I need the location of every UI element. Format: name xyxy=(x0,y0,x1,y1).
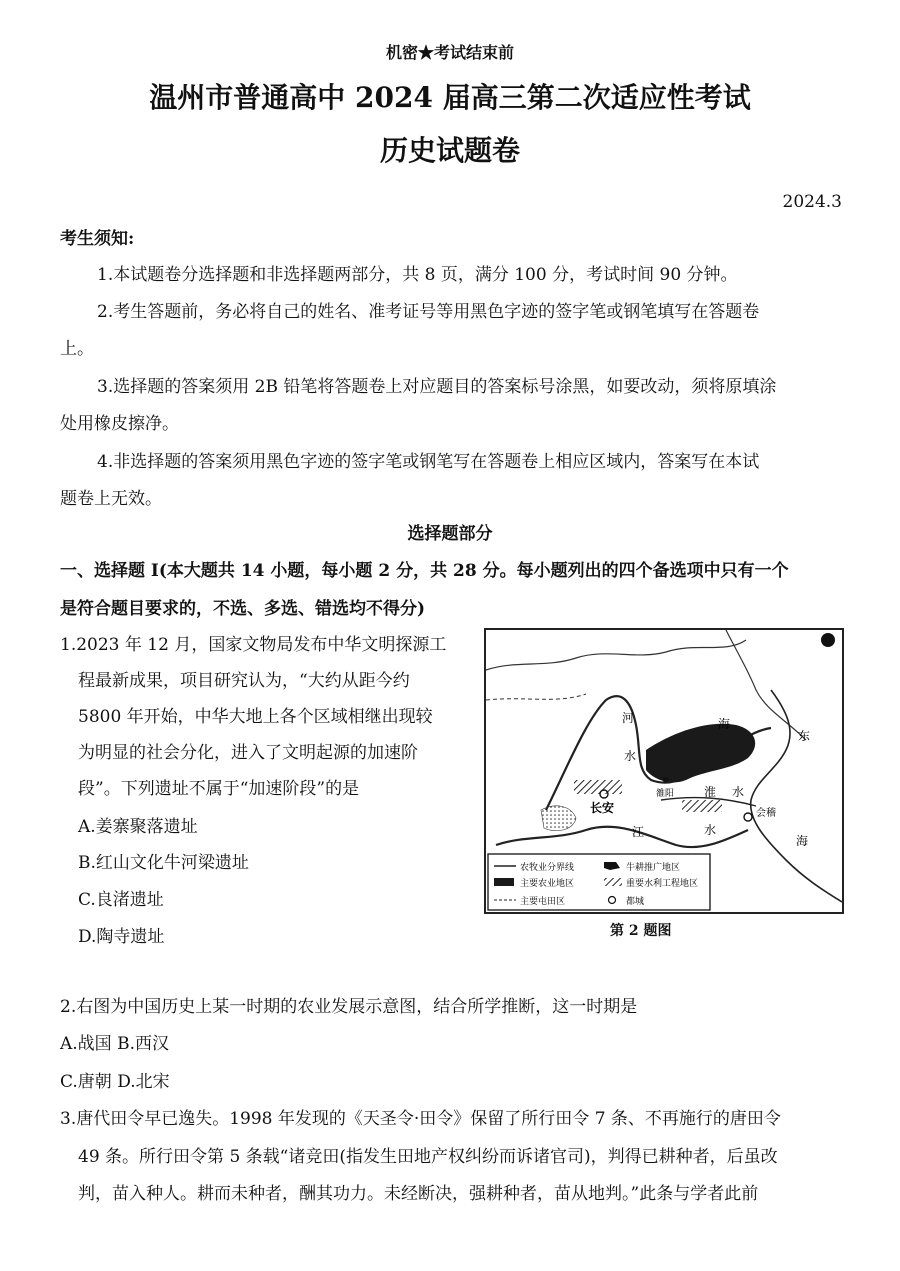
map-label-changan: 长安 xyxy=(590,801,615,815)
confidential-mark: 机密★考试结束前 xyxy=(385,43,514,62)
part1-heading-line2: 是符合题目要求的，不选、多选、错选均不得分) xyxy=(60,599,426,619)
q1-option-a: A.姜寨聚落遗址 xyxy=(78,817,198,837)
map-label-shui3: 水 xyxy=(704,823,717,837)
q3-line-2: 49 条。所行田令第 5 条载“诸竞田(指发生田地产权纠纷而诉诸官司)，判得已耕种者，后虽改 xyxy=(78,1147,778,1167)
map-label-shui: 水 xyxy=(624,749,637,763)
q2-stem: 2.右图为中国历史上某一时期的农业发展示意图，结合所学推断，这一时期是 xyxy=(60,997,638,1017)
legend-capital-label: 都城 xyxy=(626,897,645,907)
legend-ox-label: 牛耕推广地区 xyxy=(626,863,681,873)
map-label-dong: 东 xyxy=(798,729,811,743)
water-project-area-2 xyxy=(682,800,722,812)
exam-date: 2024.3 xyxy=(782,192,842,212)
instruction-item-2-line2: 上。 xyxy=(60,339,94,359)
q2-options-ab: A.战国 B.西汉 xyxy=(60,1034,169,1054)
legend-water-label: 重要水利工程地区 xyxy=(626,879,699,889)
coastline xyxy=(751,690,842,902)
instruction-item-3-line2: 处用橡皮擦净。 xyxy=(60,414,179,434)
instruction-item-3-line1: 3.选择题的答案须用 2B 铅笔将答题卷上对应题目的答案标号涂黑，如要改动，须将原填涂 xyxy=(97,377,777,397)
q1-line-1: 1.2023 年 12 月，国家文物局发布中华文明探源工 xyxy=(60,635,447,655)
border-line-north xyxy=(486,640,746,670)
map-label-shui2: 水 xyxy=(732,785,745,799)
q1-line-3: 5800 年开始，中华大地上各个区域相继出现较 xyxy=(78,707,433,727)
q1-line-5: 段”。下列遗址不属于“加速阶段”的是 xyxy=(78,779,360,799)
map-label-kuaiji: 会稽 xyxy=(756,808,776,819)
map-label-hai2: 海 xyxy=(796,834,809,848)
legend-water-symbol xyxy=(604,878,622,886)
city-kuaiji-icon xyxy=(744,813,752,821)
map-caption: 第 2 题图 xyxy=(610,923,672,939)
section-title: 选择题部分 xyxy=(407,524,493,544)
farming-pastoral-boundary xyxy=(486,694,586,700)
agriculture-map xyxy=(484,628,844,914)
q1-option-d: D.陶寺遗址 xyxy=(78,927,165,947)
q3-line-3: 判，苗入种人。耕而未种者，酬其功力。未经断决，强耕种者，苗从地判。”此条与学者此前 xyxy=(78,1184,759,1204)
instructions-heading: 考生须知: xyxy=(60,229,135,249)
legend-tuntian-label: 主要屯田区 xyxy=(520,897,566,907)
tuntian-area xyxy=(541,806,576,831)
instruction-item-4-line2: 题卷上无效。 xyxy=(60,489,162,509)
instruction-item-1: 1.本试题卷分选择题和非选择题两部分，共 8 页，满分 100 分，考试时间 90 分钟。 xyxy=(97,265,738,285)
map-label-luoyang: 雒阳 xyxy=(656,789,675,799)
map-label-jiang: 江 xyxy=(632,825,645,839)
q2-options-cd: C.唐朝 D.北宋 xyxy=(60,1072,170,1092)
water-project-area xyxy=(574,780,622,794)
border-line-east xyxy=(726,630,806,740)
instruction-item-2-line1: 2.考生答题前，务必将自己的姓名、准考证号等用黑色字迹的签字笔或钢笔填写在答题卷 xyxy=(97,302,760,322)
q1-line-4: 为明显的社会分化，进入了文明起源的加速阶 xyxy=(78,743,418,763)
q3-line-1: 3.唐代田令早已逸失。1998 年发现的《天圣令·田令》保留了所行田令 7 条、不再施行的唐田令 xyxy=(60,1109,781,1129)
city-luoyang-icon xyxy=(663,777,669,783)
map-drawing xyxy=(486,630,842,912)
exam-subtitle: 历史试题卷 xyxy=(379,134,520,167)
map-label-hai: 海 xyxy=(718,717,731,731)
map-label-he: 河 xyxy=(622,711,635,725)
exam-title: 温州市普通高中 2024 届高三第二次适应性考试 xyxy=(149,81,751,114)
part1-heading-line1: 一、选择题 I(本大题共 14 小题，每小题 2 分，共 28 分。每小题列出的四个备选项中只有一个 xyxy=(60,561,789,581)
legend-border-label: 农牧业分界线 xyxy=(520,863,575,873)
legend-agri-label: 主要农业地区 xyxy=(520,879,575,889)
q1-option-b: B.红山文化牛河梁遗址 xyxy=(78,853,249,873)
instruction-item-4-line1: 4.非选择题的答案须用黑色字迹的签字笔或钢笔写在答题卷上相应区域内，答案写在本试 xyxy=(97,452,760,472)
legend-agri-symbol xyxy=(494,878,514,886)
map-label-huai: 淮 xyxy=(704,785,717,799)
q1-option-c: C.良渚遗址 xyxy=(78,890,164,910)
main-agriculture-area xyxy=(646,724,755,783)
compass-icon xyxy=(821,633,835,647)
q1-line-2: 程最新成果，项目研究认为，“大约从距今约 xyxy=(78,671,410,691)
